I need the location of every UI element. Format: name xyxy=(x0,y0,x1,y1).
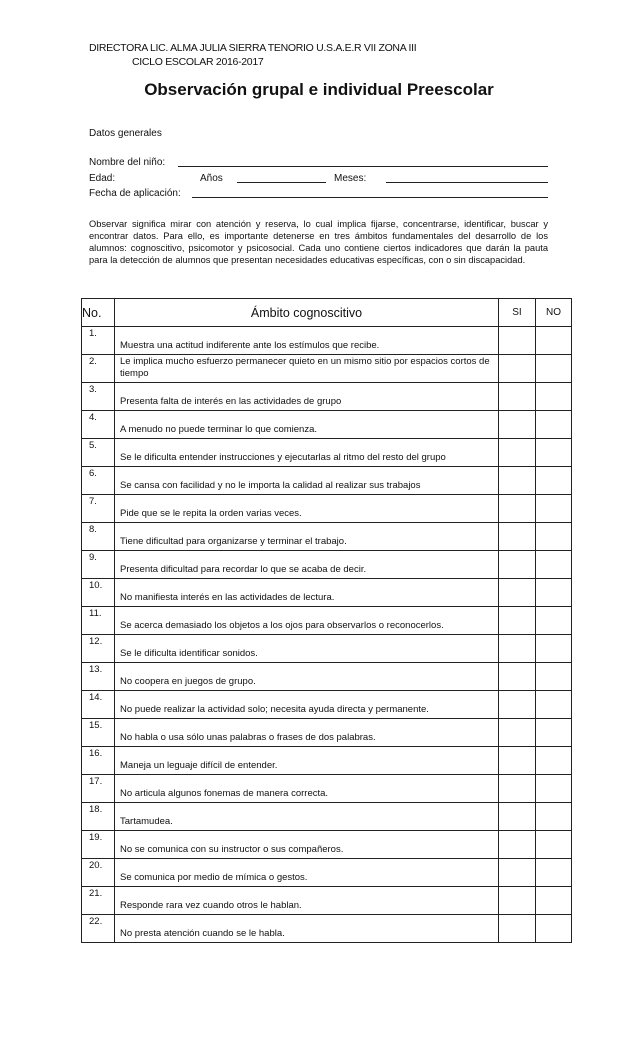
years-label: Años xyxy=(200,173,223,184)
row-indicator-text: No se comunica con su instructor o sus compañeros. xyxy=(120,844,344,855)
table-row xyxy=(82,747,572,775)
table-row xyxy=(82,383,572,411)
page-title: Observación grupal e individual Preescolar xyxy=(144,80,494,99)
answer-si-cell[interactable] xyxy=(499,831,536,859)
row-indicator-cell xyxy=(115,831,499,859)
row-indicator-cell xyxy=(115,495,499,523)
row-number: 5. xyxy=(82,439,115,467)
row-indicator-cell xyxy=(115,719,499,747)
row-indicator-text: A menudo no puede terminar lo que comienza. xyxy=(120,424,317,435)
table-row xyxy=(82,859,572,887)
answer-si-cell[interactable] xyxy=(499,803,536,831)
answer-no-cell[interactable] xyxy=(536,859,572,887)
row-indicator-cell xyxy=(115,523,499,551)
table-row xyxy=(82,495,572,523)
answer-si-cell[interactable] xyxy=(499,747,536,775)
name-field-line[interactable] xyxy=(178,166,548,167)
header-ambito: Ámbito cognoscitivo xyxy=(115,299,499,327)
name-label: Nombre del niño: xyxy=(89,157,166,168)
answer-no-cell[interactable] xyxy=(536,887,572,915)
table-row xyxy=(82,635,572,663)
answer-no-cell[interactable] xyxy=(536,495,572,523)
answer-no-cell[interactable] xyxy=(536,663,572,691)
table-row xyxy=(82,803,572,831)
row-number: 17. xyxy=(82,775,115,803)
answer-no-cell[interactable] xyxy=(536,523,572,551)
answer-si-cell[interactable] xyxy=(499,523,536,551)
months-label: Meses: xyxy=(334,173,367,184)
row-indicator-text: No coopera en juegos de grupo. xyxy=(120,676,256,687)
age-label: Edad: xyxy=(89,173,116,184)
answer-si-cell[interactable] xyxy=(499,383,536,411)
table-row xyxy=(82,775,572,803)
intro-paragraph: Observar significa mirar con atención y reserva, lo cual implica fijarse, concentrarse, identificar, buscar y encontrar datos. Para ello, es importante detenerse en tres ámbitos fundamentales del desarrollo de los alumnos: cognoscitivo, psicomotor y psicosocial. Cada uno contiene ciertos indicadores que darán la pauta para la detección de alumnos que presentan necesidades educativas específicas, con o sin discapacidad. xyxy=(89,219,548,265)
row-indicator-cell xyxy=(115,327,499,355)
row-indicator-text: Tiene dificultad para organizarse y terminar el trabajo. xyxy=(120,536,347,547)
table-row xyxy=(82,439,572,467)
answer-si-cell[interactable] xyxy=(499,859,536,887)
answer-no-cell[interactable] xyxy=(536,775,572,803)
months-field-line[interactable] xyxy=(386,182,548,183)
answer-si-cell[interactable] xyxy=(499,495,536,523)
row-indicator-cell xyxy=(115,551,499,579)
row-indicator-cell xyxy=(115,775,499,803)
header-si: SI xyxy=(499,299,536,327)
answer-no-cell[interactable] xyxy=(536,579,572,607)
table-row xyxy=(82,915,572,943)
answer-si-cell[interactable] xyxy=(499,579,536,607)
row-indicator-text: Muestra una actitud indiferente ante los estímulos que recibe. xyxy=(120,340,380,351)
row-number: 7. xyxy=(82,495,115,523)
row-number: 8. xyxy=(82,523,115,551)
row-number: 18. xyxy=(82,803,115,831)
row-number: 3. xyxy=(82,383,115,411)
row-indicator-cell xyxy=(115,747,499,775)
answer-si-cell[interactable] xyxy=(499,355,536,383)
date-label: Fecha de aplicación: xyxy=(89,188,181,199)
row-indicator-cell xyxy=(115,691,499,719)
answer-no-cell[interactable] xyxy=(536,607,572,635)
table-header-row xyxy=(82,299,572,327)
answer-si-cell[interactable] xyxy=(499,439,536,467)
table-row xyxy=(82,607,572,635)
row-indicator-text: Se cansa con facilidad y no le importa la calidad al realizar sus trabajos xyxy=(120,480,421,491)
row-indicator-cell xyxy=(115,607,499,635)
row-indicator-cell xyxy=(115,383,499,411)
row-number: 21. xyxy=(82,887,115,915)
row-indicator-text: Presenta dificultad para recordar lo que se acaba de decir. xyxy=(120,564,367,575)
table-row xyxy=(82,887,572,915)
answer-si-cell[interactable] xyxy=(499,551,536,579)
answer-no-cell[interactable] xyxy=(536,551,572,579)
row-indicator-text: Presenta falta de interés en las actividades de grupo xyxy=(120,396,342,407)
row-indicator-cell xyxy=(115,579,499,607)
row-number: 1. xyxy=(82,327,115,355)
row-number: 9. xyxy=(82,551,115,579)
row-number: 14. xyxy=(82,691,115,719)
answer-si-cell[interactable] xyxy=(499,887,536,915)
answer-no-cell[interactable] xyxy=(536,411,572,439)
answer-si-cell[interactable] xyxy=(499,327,536,355)
row-number: 16. xyxy=(82,747,115,775)
answer-si-cell[interactable] xyxy=(499,411,536,439)
answer-si-cell[interactable] xyxy=(499,775,536,803)
answer-no-cell[interactable] xyxy=(536,831,572,859)
row-number: 10. xyxy=(82,579,115,607)
answer-si-cell[interactable] xyxy=(499,719,536,747)
row-indicator-text: Pide que se le repita la orden varias veces. xyxy=(120,508,302,519)
row-indicator-cell xyxy=(115,859,499,887)
row-indicator-text: Le implica mucho esfuerzo permanecer quieto en un mismo sitio por espacios cortos de tiempo xyxy=(120,356,490,379)
row-indicator-cell xyxy=(115,803,499,831)
answer-si-cell[interactable] xyxy=(499,691,536,719)
table-row xyxy=(82,467,572,495)
row-indicator-text: No habla o usa sólo unas palabras o frases de dos palabras. xyxy=(120,732,376,743)
years-field-line[interactable] xyxy=(237,182,326,183)
answer-si-cell[interactable] xyxy=(499,915,536,943)
answer-no-cell[interactable] xyxy=(536,635,572,663)
answer-no-cell[interactable] xyxy=(536,747,572,775)
row-number: 11. xyxy=(82,607,115,635)
row-indicator-text: No manifiesta interés en las actividades de lectura. xyxy=(120,592,335,603)
row-indicator-text: Tartamudea. xyxy=(120,816,173,827)
row-indicator-cell xyxy=(115,439,499,467)
row-number: 2. xyxy=(82,355,115,383)
row-indicator-cell xyxy=(115,915,499,943)
table-row xyxy=(82,663,572,691)
section-label: Datos generales xyxy=(89,128,162,139)
table-row xyxy=(82,831,572,859)
table-row xyxy=(82,355,572,383)
header-no-answer: NO xyxy=(536,299,572,327)
row-indicator-cell xyxy=(115,467,499,495)
table-row xyxy=(82,719,572,747)
answer-si-cell[interactable] xyxy=(499,663,536,691)
row-indicator-text: Se le dificulta identificar sonidos. xyxy=(120,648,258,659)
table-row xyxy=(82,579,572,607)
row-indicator-cell xyxy=(115,887,499,915)
row-number: 6. xyxy=(82,467,115,495)
row-number: 20. xyxy=(82,859,115,887)
answer-no-cell[interactable] xyxy=(536,355,572,383)
row-indicator-text: Se comunica por medio de mímica o gestos. xyxy=(120,872,308,883)
row-number: 19. xyxy=(82,831,115,859)
answer-no-cell[interactable] xyxy=(536,383,572,411)
row-indicator-cell xyxy=(115,411,499,439)
row-number: 12. xyxy=(82,635,115,663)
row-indicator-text: Responde rara vez cuando otros le hablan. xyxy=(120,900,302,911)
row-indicator-text: Se le dificulta entender instrucciones y ejecutarlas al ritmo del resto del grupo xyxy=(120,452,446,463)
answer-no-cell[interactable] xyxy=(536,915,572,943)
observation-table xyxy=(81,298,572,943)
answer-no-cell[interactable] xyxy=(536,439,572,467)
header-line-1: DIRECTORA LIC. ALMA JULIA SIERRA TENORIO U.S.A.E.R VII ZONA III xyxy=(89,42,417,54)
answer-no-cell[interactable] xyxy=(536,719,572,747)
answer-si-cell[interactable] xyxy=(499,607,536,635)
answer-si-cell[interactable] xyxy=(499,467,536,495)
table-row xyxy=(82,523,572,551)
row-number: 4. xyxy=(82,411,115,439)
row-indicator-cell xyxy=(115,355,499,383)
table-row xyxy=(82,551,572,579)
row-indicator-cell xyxy=(115,663,499,691)
row-indicator-cell xyxy=(115,635,499,663)
header-line-2: CICLO ESCOLAR 2016-2017 xyxy=(132,56,264,68)
row-indicator-text: No articula algunos fonemas de manera correcta. xyxy=(120,788,329,799)
answer-no-cell[interactable] xyxy=(536,327,572,355)
date-field-line[interactable] xyxy=(192,197,548,198)
header-no: No. xyxy=(82,299,115,327)
row-indicator-text: No puede realizar la actividad solo; necesita ayuda directa y permanente. xyxy=(120,704,429,715)
table-row xyxy=(82,411,572,439)
row-number: 13. xyxy=(82,663,115,691)
row-indicator-text: Maneja un leguaje difícil de entender. xyxy=(120,760,278,771)
table-row xyxy=(82,691,572,719)
row-indicator-text: Se acerca demasiado los objetos a los ojos para observarlos o reconocerlos. xyxy=(120,620,444,631)
answer-no-cell[interactable] xyxy=(536,691,572,719)
row-number: 22. xyxy=(82,915,115,943)
row-indicator-text: No presta atención cuando se le habla. xyxy=(120,928,285,939)
table-row xyxy=(82,327,572,355)
answer-si-cell[interactable] xyxy=(499,635,536,663)
answer-no-cell[interactable] xyxy=(536,467,572,495)
answer-no-cell[interactable] xyxy=(536,803,572,831)
row-number: 15. xyxy=(82,719,115,747)
